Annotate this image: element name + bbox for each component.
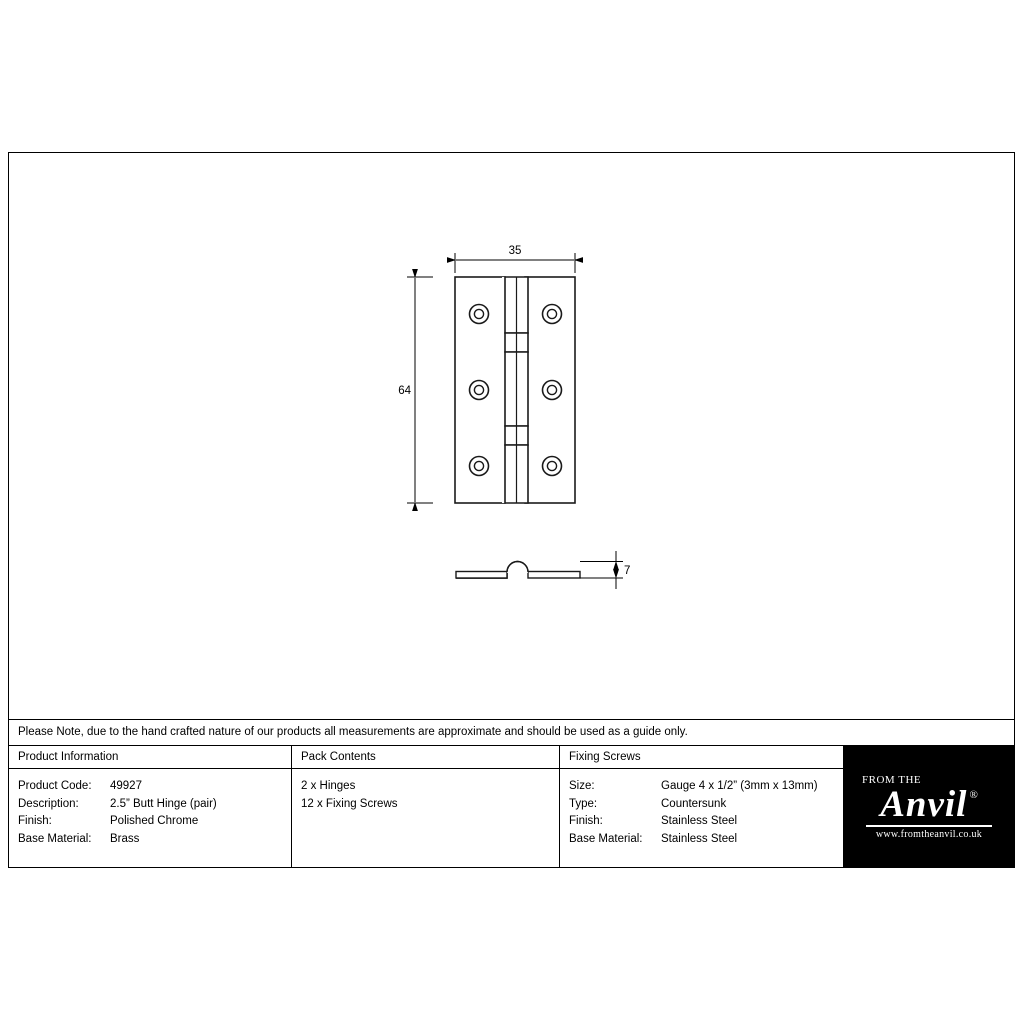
- dimension-height-label: 64: [398, 385, 411, 397]
- screw-size-row: [569, 778, 843, 796]
- pack-contents-column: [292, 746, 560, 867]
- pack-contents-item: 2 x Hinges: [301, 780, 356, 792]
- product-information-body: [9, 769, 291, 848]
- logo-registered-icon: ®: [969, 788, 978, 801]
- logo-anvil-text: Anvil: [880, 783, 968, 825]
- logo-divider: [866, 825, 992, 827]
- brand-logo: [844, 746, 1014, 867]
- description-label: Description:: [18, 797, 79, 810]
- screw-size-label: Size:: [569, 780, 595, 792]
- fixing-screws-column: [560, 746, 844, 867]
- measurement-note: Please Note, due to the hand crafted nature of our products all measurements are approximate and should be used as a guide only.: [18, 726, 688, 738]
- screw-type-value: Countersunk: [661, 797, 727, 810]
- screw-finish-row: [569, 813, 843, 831]
- information-table: [9, 746, 1014, 867]
- hinge-front-view: [455, 277, 575, 503]
- dimension-width-label: 35: [508, 245, 522, 257]
- screw-type-row: [569, 796, 843, 814]
- fixing-screws-body: [560, 769, 843, 848]
- fixing-screws-header: Fixing Screws: [560, 746, 843, 769]
- description-value: 2.5” Butt Hinge (pair): [110, 797, 217, 810]
- dimension-thickness: [580, 551, 630, 589]
- screw-type-label: Type:: [569, 797, 598, 810]
- base-material-value: Brass: [110, 832, 140, 845]
- base-material-row: [18, 831, 291, 849]
- finish-value: Polished Chrome: [110, 815, 199, 827]
- description-row: [18, 796, 291, 814]
- pack-contents-item: 12 x Fixing Screws: [301, 797, 398, 810]
- product-information-column: [9, 746, 292, 867]
- base-material-label: Base Material:: [18, 832, 92, 845]
- measurement-note-row: [9, 719, 1014, 746]
- drawing-sheet: [8, 152, 1015, 868]
- dimension-height: [398, 277, 433, 503]
- finish-label: Finish:: [18, 815, 52, 827]
- dimension-thickness-label: 7: [624, 565, 631, 577]
- hinge-drawing-svg: [9, 153, 1016, 719]
- product-code-label: Product Code:: [18, 780, 92, 792]
- screw-finish-label: Finish:: [569, 815, 603, 827]
- dimension-width: [455, 245, 575, 273]
- screw-finish-value: Stainless Steel: [661, 815, 738, 827]
- brand-logo-column: [844, 746, 1014, 867]
- hinge-side-view: [456, 562, 580, 579]
- screw-size-value: Gauge 4 x 1/2” (3mm x 13mm): [661, 780, 818, 792]
- pack-contents-body: [292, 769, 559, 813]
- logo-url-text: www.fromtheanvil.co.uk: [875, 828, 983, 840]
- screw-base-material-label: Base Material:: [569, 832, 643, 845]
- technical-drawing: [9, 153, 1014, 719]
- finish-row: [18, 813, 291, 831]
- screw-base-material-value: Stainless Steel: [661, 832, 738, 845]
- product-code-row: [18, 778, 291, 796]
- product-code-value: 49927: [110, 780, 142, 792]
- logo-from-the-text: FROM THE: [862, 773, 922, 786]
- product-information-header: Product Information: [9, 746, 291, 769]
- pack-contents-header: Pack Contents: [292, 746, 559, 769]
- screw-base-material-row: [569, 831, 843, 849]
